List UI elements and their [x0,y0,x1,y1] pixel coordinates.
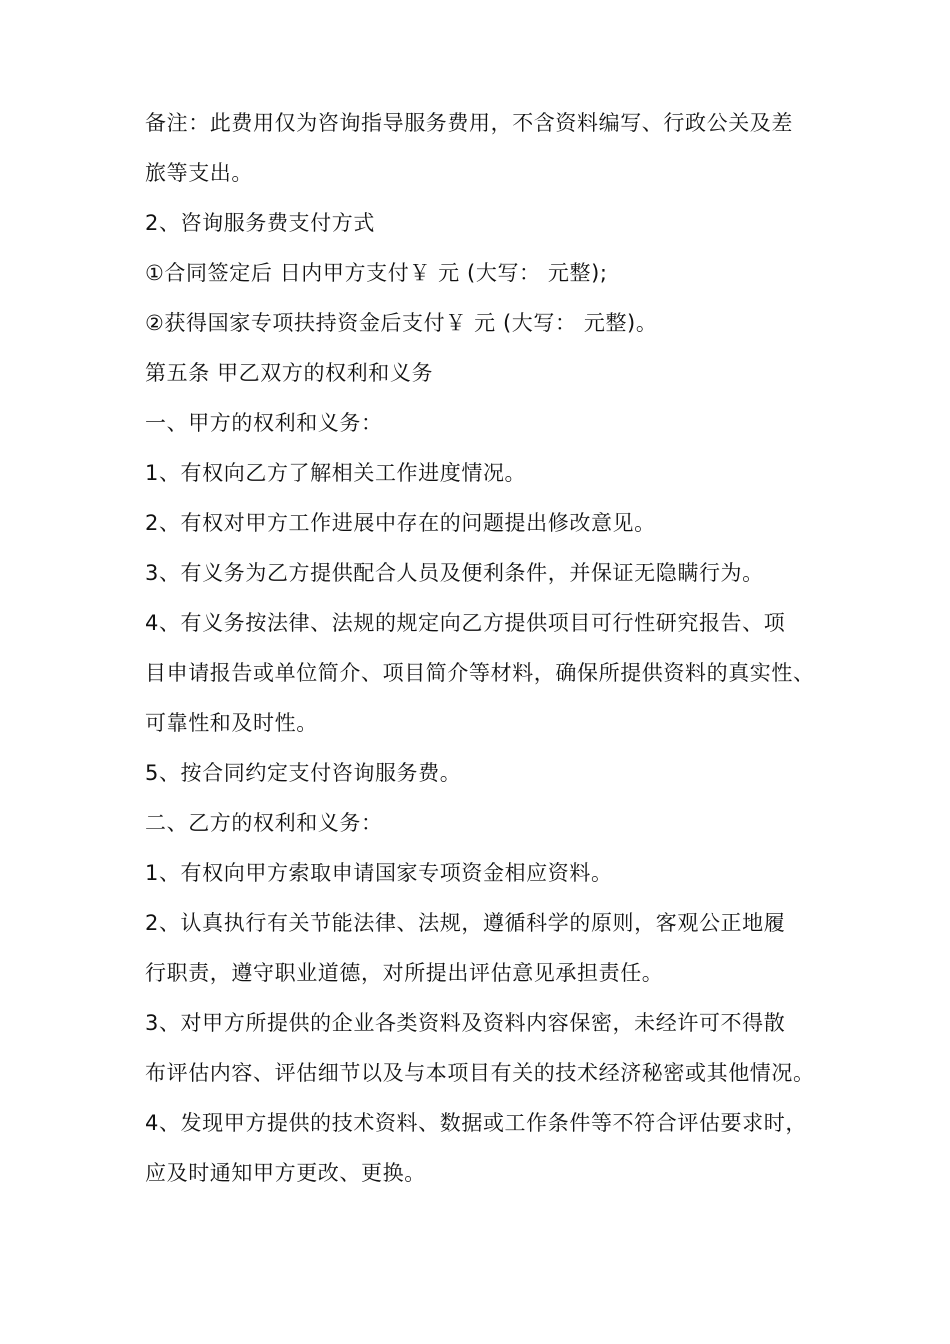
text-line: ①合同签定后 日内甲方支付￥ 元 (大写： 元整); [145,261,608,285]
text-line: 旅等支出。 [145,161,253,185]
text-line: 1、有权向甲方索取申请国家专项资金相应资料。 [145,861,613,885]
text-line: 5、按合同约定支付咨询服务费。 [145,761,462,785]
text-line: 目申请报告或单位简介、项目简介等材料，确保所提供资料的真实性、 [145,661,815,685]
text-line: 3、对甲方所提供的企业各类资料及资料内容保密，未经许可不得散 [145,1011,786,1035]
text-line: 1、有权向乙方了解相关工作进度情况。 [145,461,527,485]
text-line: 备注：此费用仅为咨询指导服务费用，不含资料编写、行政公关及差 [145,111,793,135]
subsection-heading: 一、甲方的权利和义务： [145,411,383,435]
text-line: 2、有权对甲方工作进展中存在的问题提出修改意见。 [145,511,656,535]
text-line: 2、认真执行有关节能法律、法规，遵循科学的原则，客观公正地履 [145,911,786,935]
text-line: 可靠性和及时性。 [145,711,318,735]
text-line: 行职责，遵守职业道德，对所提出评估意见承担责任。 [145,961,664,985]
text-line: ②获得国家专项扶持资金后支付￥ 元 (大写： 元整)。 [145,311,658,335]
text-line: 3、有义务为乙方提供配合人员及便利条件，并保证无隐瞒行为。 [145,561,764,585]
subsection-heading: 二、乙方的权利和义务： [145,811,383,835]
text-line: 4、发现甲方提供的技术资料、数据或工作条件等不符合评估要求时， [145,1111,807,1135]
text-line: 4、有义务按法律、法规的规定向乙方提供项目可行性研究报告、项 [145,611,786,635]
text-line: 布评估内容、评估细节以及与本项目有关的技术经济秘密或其他情况。 [145,1061,815,1085]
text-line: 2、咨询服务费支付方式 [145,211,375,235]
document-body [145,98,825,1198]
text-line: 应及时通知甲方更改、更换。 [145,1161,426,1185]
section-heading: 第五条 甲乙双方的权利和义务 [145,361,434,385]
